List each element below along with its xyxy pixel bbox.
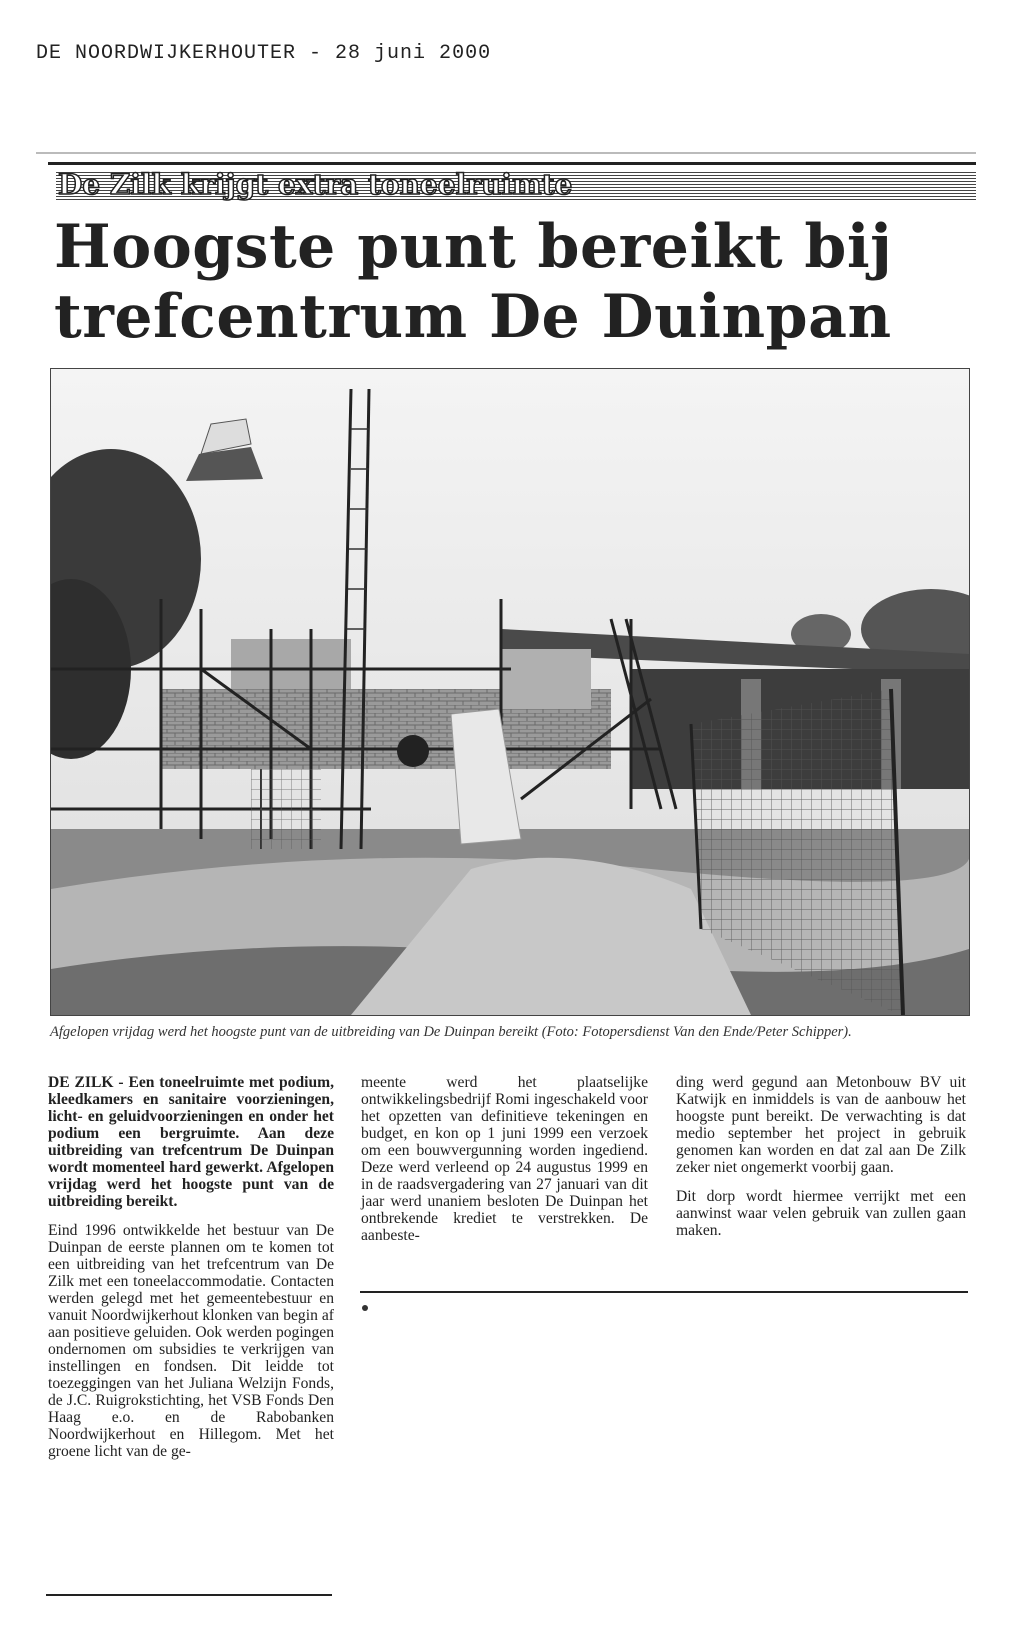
- body-paragraph-2: meente werd het plaatselijke ontwikkelingsbedrijf Romi ingeschakeld voor het opzetten van definitieve tekeningen en budget, en kon op 1 juni 1999 een verzoek om een bouwvergunning worden ingediend. Deze werd verleend op 24 augustus 1999 en in de raadsvergadering van 27 januari van dit jaar werd unaniem besloten De Duinpan het ontbrekende krediet te verstrekken. De aanbeste-: [361, 1074, 648, 1244]
- article-column-2: [361, 1074, 648, 1256]
- body-paragraph-3: ding werd gegund aan Metonbouw BV uit Katwijk en inmiddels is van de aanbouw het hoogste punt bereikt. De verwachting is dat medio september het project in gebruik genomen kan worden en dat zal aan De Zilk zeker niet ongemerkt voorbij gaan.: [676, 1074, 966, 1176]
- end-rule-columns-2-3: [360, 1291, 968, 1293]
- bullet-mark: [362, 1305, 368, 1311]
- body-paragraph-4: Dit dorp wordt hiermee verrijkt met een aanwinst waar velen gebruik van zullen gaan maken.: [676, 1188, 966, 1239]
- lead-text: - Een toneelruimte met podium, kleedkamers en sanitaire voorzieningen, licht- en geluidvoorzieningen en onder het podium een bergruimte. Aan deze uitbreiding van trefcentrum De Duinpan wordt momenteel hard gewerkt. Afgelopen vrijdag werd het hoogste punt van de uitbreiding bereikt.: [48, 1074, 335, 1210]
- article-column-3: [676, 1074, 966, 1251]
- body-paragraph-1: Eind 1996 ontwikkelde het bestuur van De Duinpan de eerste plannen om te komen tot een uitbreiding van het trefcentrum van De Zilk met een toneelaccommodatie. Contacten werden gelegd met het gemeentebestuur en vanuit Noordwijkerhout klonken van begin af aan positieve geluiden. Ook werden pogingen ondernomen om subsidies te verkrijgen van instellingen en fondsen. Dit leidde tot toezeggingen van het Juliana Welzijn Fonds, de J.C. Ruigrokstichting, het VSB Fonds Den Haag e.o. en de Rabobanken Noordwijkerhout en Hillegom. Met het groene licht van de ge-: [48, 1222, 334, 1460]
- dateline: DE ZILK: [48, 1074, 114, 1091]
- publication-line: DE NOORDWIJKERHOUTER - 28 juni 2000: [36, 42, 492, 65]
- end-rule-column-1: [46, 1594, 332, 1596]
- top-rule-thin: [36, 152, 976, 154]
- top-rule: [48, 162, 976, 165]
- headline: Hoogste punt bereikt bij trefcentrum De Duinpan: [54, 212, 893, 352]
- article-photo: [50, 368, 970, 1016]
- kicker: De Zilk krijgt extra toneelruimte: [58, 168, 573, 201]
- article-lead: [48, 1074, 334, 1210]
- article-column-1: [48, 1074, 334, 1472]
- photo-caption: Afgelopen vrijdag werd het hoogste punt van de uitbreiding van De Duinpan bereikt (Foto: Fotopersdienst Van den Ende/Peter Schipper).: [50, 1024, 852, 1040]
